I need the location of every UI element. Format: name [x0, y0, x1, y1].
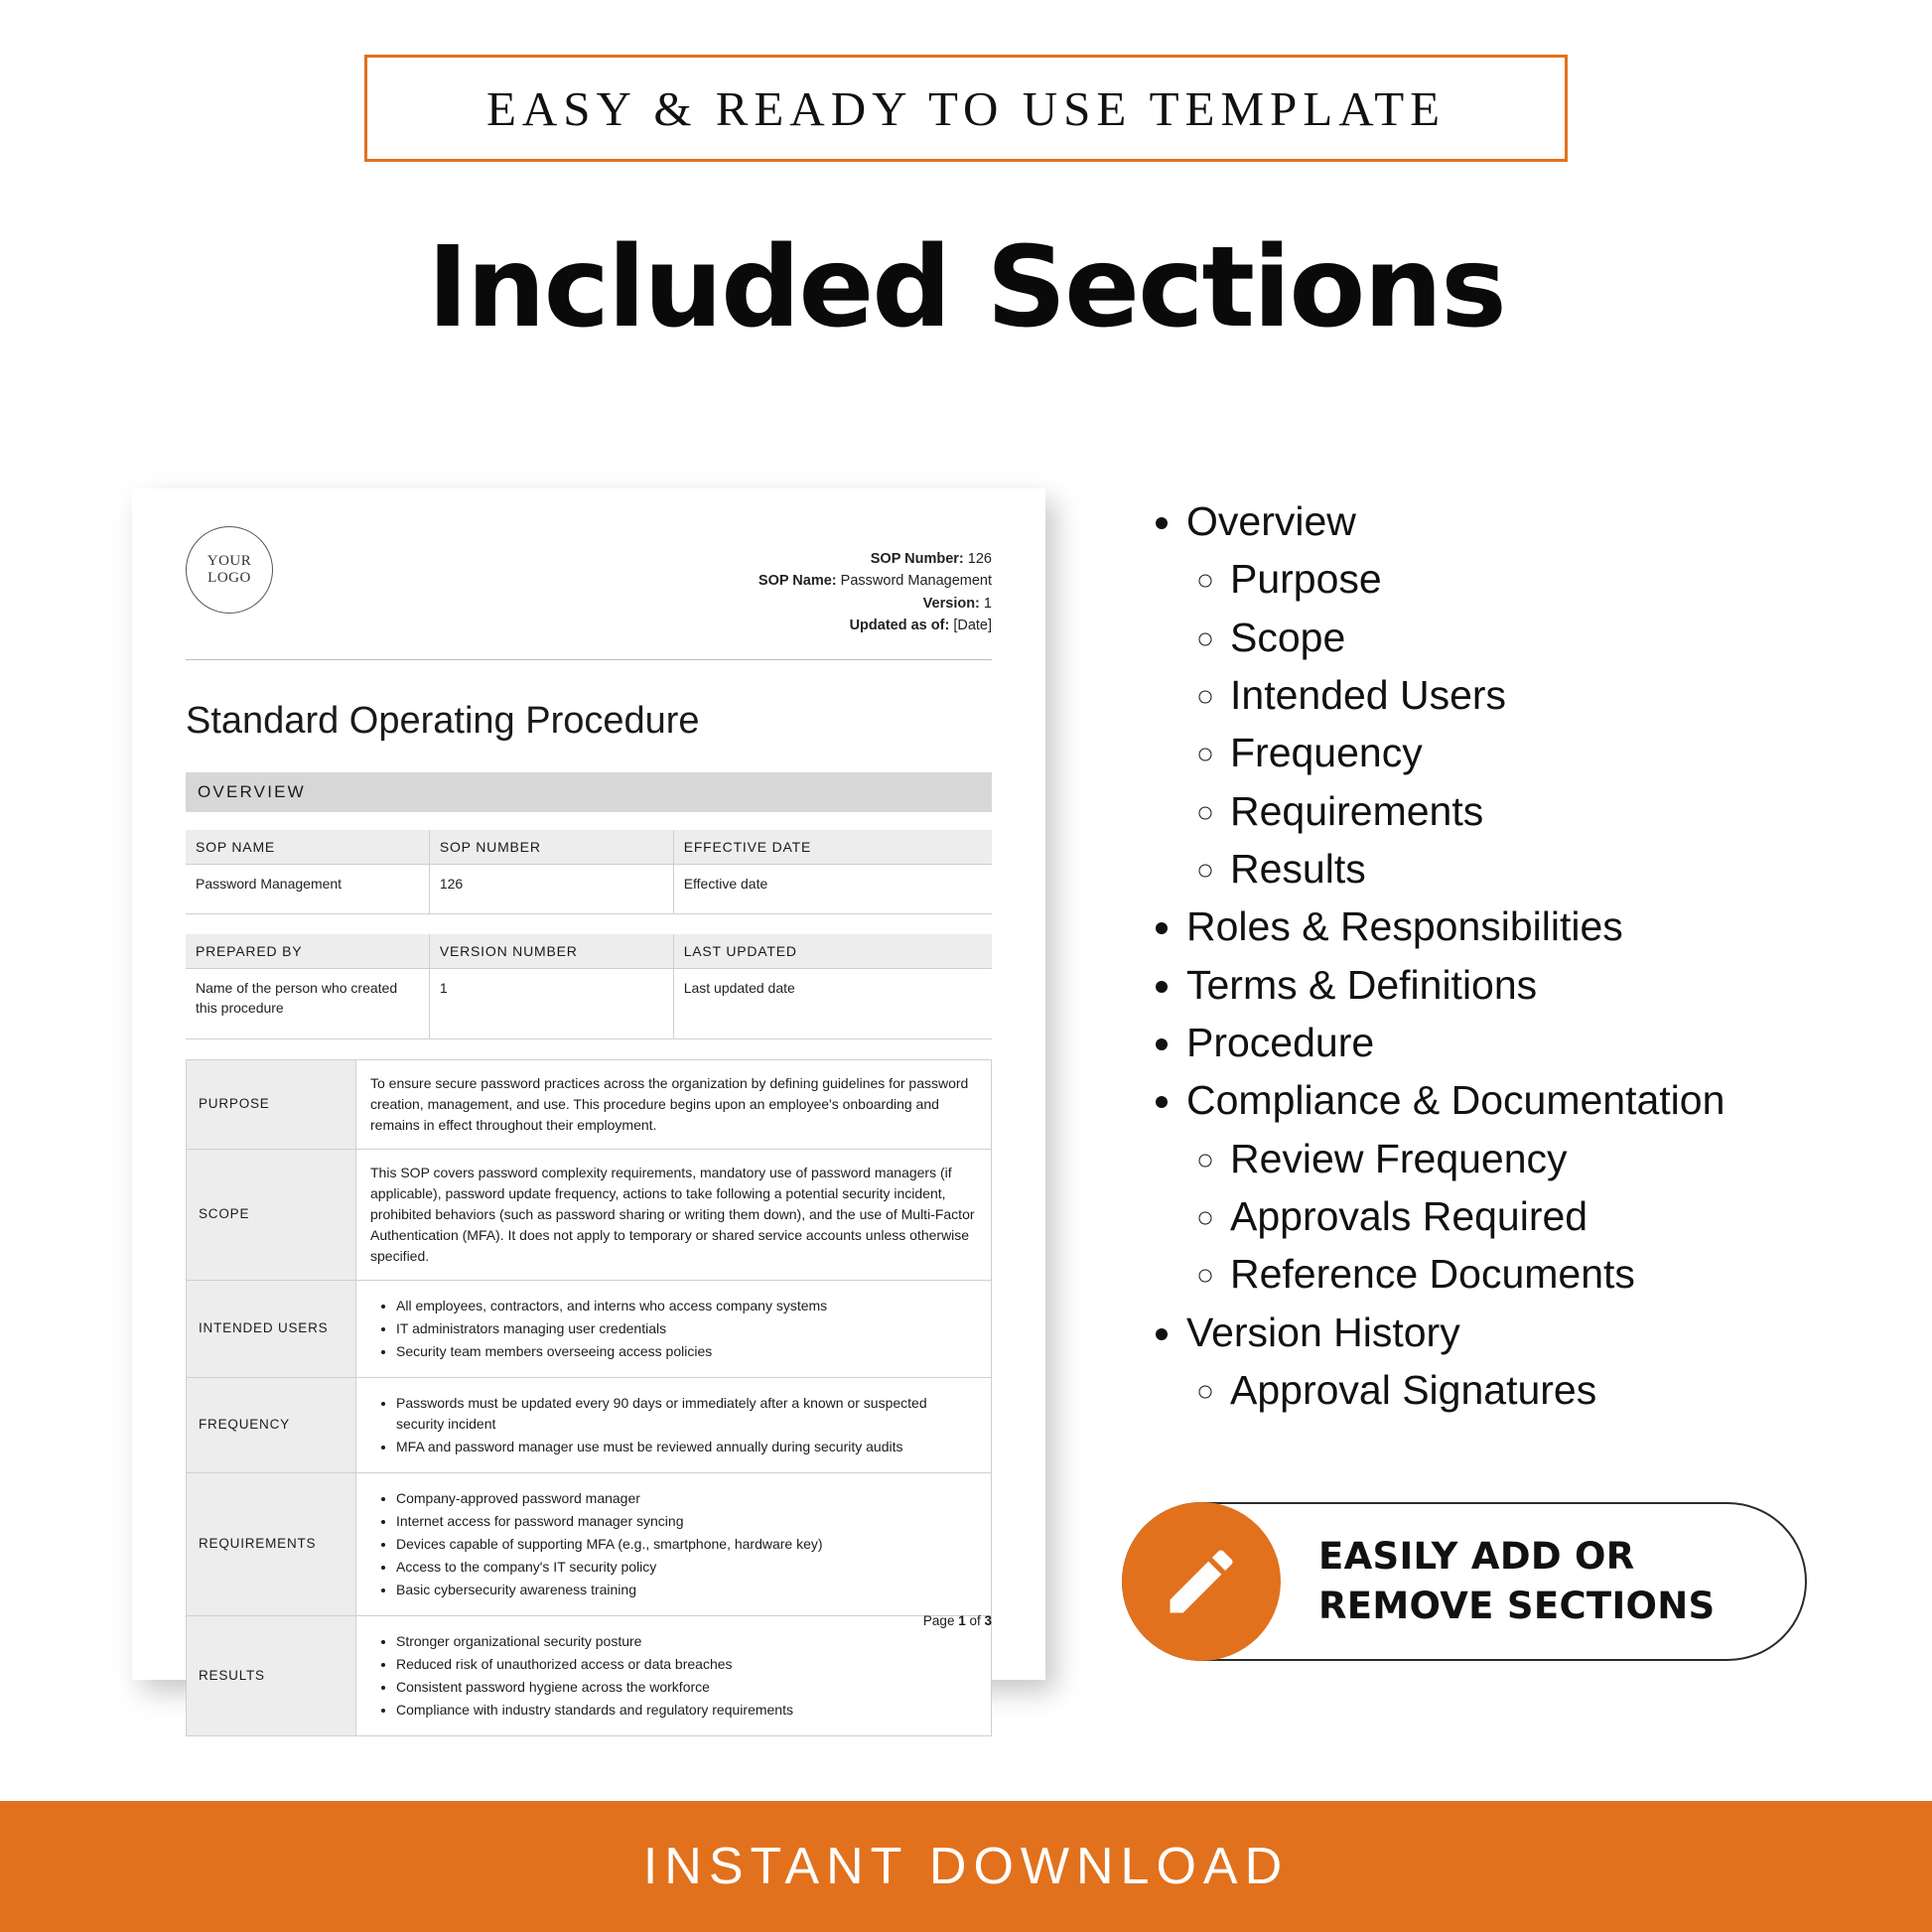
document-preview	[132, 488, 1045, 1718]
list-item: • Stronger organizational security posture	[396, 1631, 977, 1652]
value-last-updated: Last updated date	[673, 969, 992, 1038]
section-label: Overview	[1186, 498, 1356, 544]
list-item: • Access to the company's IT security policy	[396, 1557, 977, 1578]
document-header	[186, 526, 992, 660]
meta-table-primary	[186, 830, 992, 915]
row-label-purpose: PURPOSE	[187, 1059, 356, 1149]
table-row	[187, 1149, 992, 1280]
list-item-review-frequency: ◦ Review Frequency	[1230, 1132, 1881, 1186]
bottom-banner	[0, 1801, 1932, 1932]
meta-sop-name-value: Password Management	[840, 573, 992, 590]
top-banner	[364, 55, 1568, 162]
meta-sop-number-value: 126	[967, 551, 992, 567]
page-title: Included Sections	[427, 223, 1505, 352]
document-page	[132, 488, 1045, 1718]
pencil-icon	[1122, 1502, 1281, 1661]
table-row	[187, 1280, 992, 1377]
list-item: • Consistent password hygiene across the workforce	[396, 1677, 977, 1698]
badge-text	[1281, 1532, 1716, 1631]
table-row	[186, 969, 992, 1038]
row-label-results: RESULTS	[187, 1615, 356, 1735]
list-item: • MFA and password manager use must be reviewed annually during security audits	[396, 1437, 977, 1457]
top-banner-text: EASY & READY TO USE TEMPLATE	[485, 80, 1447, 136]
value-prepared-by: Name of the person who created this procedure	[186, 969, 429, 1038]
section-bar-overview: OVERVIEW	[186, 772, 992, 812]
list-item: • Compliance with industry standards and regulatory requirements	[396, 1700, 977, 1721]
meta-table-secondary	[186, 934, 992, 1038]
list-item: • Company-approved password manager	[396, 1488, 977, 1509]
row-content-frequency	[356, 1377, 992, 1472]
list-item-results: ◦ Results	[1230, 842, 1881, 897]
list-item: • Security team members overseeing access policies	[396, 1341, 977, 1362]
badge-line-2: REMOVE SECTIONS	[1318, 1585, 1716, 1627]
logo-line-1: YOUR	[207, 552, 252, 569]
list-item-requirements: ◦ Requirements	[1230, 784, 1881, 839]
table-row	[187, 1059, 992, 1149]
meta-version-label: Version:	[922, 595, 980, 612]
table-header-row	[186, 830, 992, 865]
list-item-reference-documents: ◦ Reference Documents	[1230, 1247, 1881, 1302]
row-content-requirements	[356, 1472, 992, 1615]
row-label-scope: SCOPE	[187, 1149, 356, 1280]
table-row	[187, 1472, 992, 1615]
value-sop-name: Password Management	[186, 864, 429, 914]
badge-line-1: EASILY ADD OR	[1318, 1535, 1635, 1579]
list-item: • All employees, contractors, and interns who access company systems	[396, 1296, 977, 1316]
header-effective-date: EFFECTIVE DATE	[673, 830, 992, 865]
table-row	[187, 1615, 992, 1735]
page-number-total: 3	[984, 1613, 992, 1628]
meta-updated-value: [Date]	[953, 618, 992, 634]
add-remove-sections-badge	[1122, 1502, 1807, 1661]
list-item: • Devices capable of supporting MFA (e.g., smartphone, hardware key)	[396, 1534, 977, 1555]
list-item-roles-responsibilities: • Roles & Responsibilities	[1186, 899, 1881, 954]
value-sop-number: 126	[429, 864, 673, 914]
included-sections-list	[1147, 491, 1881, 1422]
meta-sop-number	[759, 548, 992, 570]
row-content-purpose: To ensure secure password practices across the organization by defining guidelines for password creation, management, and use. This procedure begins upon an employee's onboarding and remains in effect throughout their employment.	[356, 1059, 992, 1149]
list-item-scope: ◦ Scope	[1230, 611, 1881, 665]
section-label: Compliance & Documentation	[1186, 1077, 1725, 1124]
document-title: Standard Operating Procedure	[186, 699, 700, 742]
row-label-intended-users: INTENDED USERS	[187, 1280, 356, 1377]
meta-sop-name	[759, 570, 992, 592]
list-item-intended-users: ◦ Intended Users	[1230, 668, 1881, 723]
table-header-row	[186, 934, 992, 969]
list-item-version-history	[1186, 1306, 1881, 1419]
list-item-purpose: ◦ Purpose	[1230, 552, 1881, 607]
page-number-prefix: Page	[922, 1613, 959, 1628]
list-item-procedure: • Procedure	[1186, 1016, 1881, 1070]
value-version-number: 1	[429, 969, 673, 1038]
list-item-terms-definitions: • Terms & Definitions	[1186, 958, 1881, 1013]
list-item: • Basic cybersecurity awareness training	[396, 1580, 977, 1600]
list-item: • Internet access for password manager syncing	[396, 1511, 977, 1532]
list-item-compliance-documentation	[1186, 1073, 1881, 1302]
list-item-frequency: ◦ Frequency	[1230, 726, 1881, 780]
header-version-number: VERSION NUMBER	[429, 934, 673, 969]
meta-sop-name-label: SOP Name:	[758, 573, 837, 590]
document-meta	[759, 526, 992, 637]
list-item: • Reduced risk of unauthorized access or data breaches	[396, 1654, 977, 1675]
meta-updated	[759, 615, 992, 636]
table-row	[187, 1377, 992, 1472]
header-sop-name: SOP NAME	[186, 830, 429, 865]
header-sop-number: SOP NUMBER	[429, 830, 673, 865]
header-prepared-by: PREPARED BY	[186, 934, 429, 969]
meta-version-value: 1	[983, 595, 992, 612]
list-item-approval-signatures: ◦ Approval Signatures	[1230, 1363, 1881, 1418]
page-number	[923, 1613, 992, 1628]
logo-line-2: LOGO	[207, 570, 251, 586]
meta-sop-number-label: SOP Number:	[870, 551, 964, 567]
logo-placeholder	[186, 526, 273, 614]
row-label-requirements: REQUIREMENTS	[187, 1472, 356, 1615]
list-item-approvals-required: ◦ Approvals Required	[1230, 1189, 1881, 1244]
row-label-frequency: FREQUENCY	[187, 1377, 356, 1472]
list-item: • Passwords must be updated every 90 days or immediately after a known or suspected security incident	[396, 1393, 977, 1435]
table-row	[186, 864, 992, 914]
list-item: • IT administrators managing user credentials	[396, 1318, 977, 1339]
value-effective-date: Effective date	[673, 864, 992, 914]
meta-version	[759, 593, 992, 615]
row-content-scope: This SOP covers password complexity requirements, mandatory use of password managers (if applicable), password update frequency, actions to take following a potential security incident, prohibited behaviors (such as password sharing or writing them down), and the use of Multi-Factor Authentication (MFA). It does not apply to temporary or shared service accounts unless otherwise specified.	[356, 1149, 992, 1280]
overview-body-table	[186, 1059, 992, 1736]
bottom-banner-text: INSTANT DOWNLOAD	[642, 1838, 1290, 1895]
meta-updated-label: Updated as of:	[849, 618, 950, 634]
page-number-middle: of	[965, 1613, 985, 1628]
row-content-results	[356, 1615, 992, 1735]
header-last-updated: LAST UPDATED	[673, 934, 992, 969]
section-label: Version History	[1186, 1309, 1460, 1355]
list-item-overview	[1186, 494, 1881, 897]
page-number-current: 1	[958, 1613, 966, 1628]
row-content-intended-users	[356, 1280, 992, 1377]
